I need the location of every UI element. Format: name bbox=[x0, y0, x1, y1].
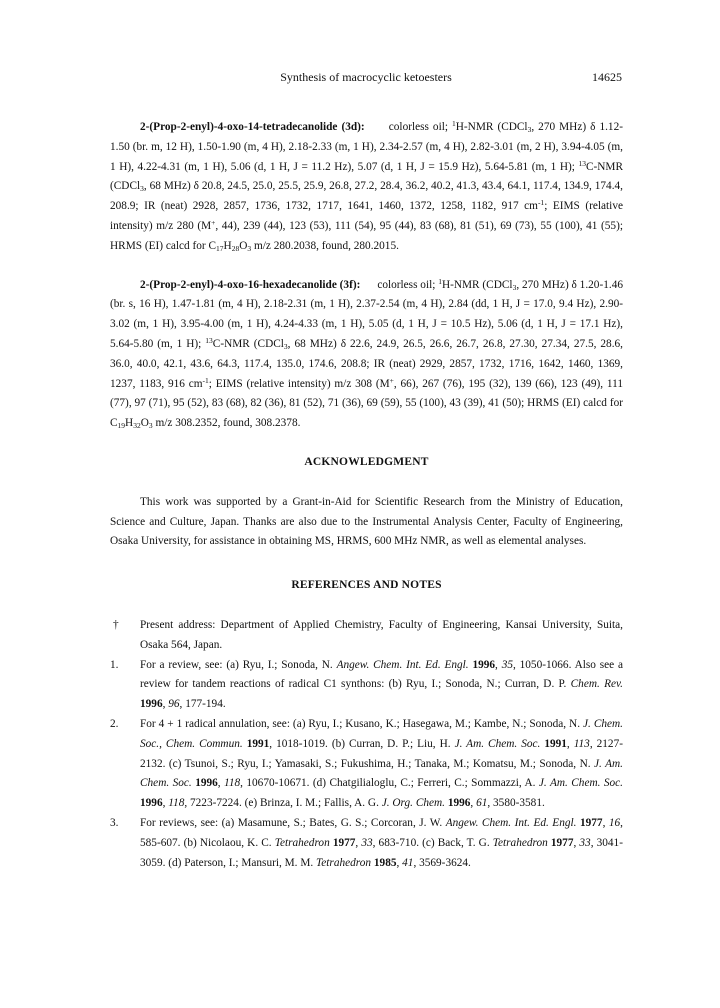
reference-text: For 4 + 1 radical annulation, see: (a) Ryu, I.; Kusano, K.; Hasegawa, M.; Kambe, N.; Sonoda, N. J. Chem. Soc., Chem. Commun. 1991, 1018-1019. (b) Curran, D. P.; Liu, H. J. Am. Chem. Soc. 1991, 113, 2127-2132. (c) Tsunoi, S.; Ryu, I.; Yamasaki, S.; Fukushima, H.; Tanaka, M.; Komatsu, M.; Sonoda, N. J. Am. Chem. Soc. 1996, 118, 10670-10671. (d) Chatgilialoglu, C.; Ferreri, C.; Sommazzi, A. J. Am. Chem. Soc. 1996, 118, 7223-7224. (e) Brinza, I. M.; Fallis, A. G. J. Org. Chem. 1996, 61, 3580-3581. bbox=[140, 717, 624, 810]
reference-text: For reviews, see: (a) Masamune, S.; Bates, G. S.; Corcoran, J. W. Angew. Chem. Int. Ed. Engl. 1977, 16, 585-607. (b) Nicolaou, K. C. Tetrahedron 1977, 33, 683-710. (c) Back, T. G. Tetrahedron 1977, 33, 3041-3059. (d) Paterson, I.; Mansuri, M. M. Tetrahedron 1985, 41, 3569-3624. bbox=[140, 816, 623, 869]
reference-2 bbox=[110, 715, 623, 814]
reference-mark: † bbox=[113, 618, 119, 631]
page-body bbox=[110, 118, 623, 873]
reference-dagger bbox=[110, 616, 623, 656]
reference-text: Present address: Department of Applied Chemistry, Faculty of Engineering, Kansai University, Suita, Osaka 564, Japan. bbox=[140, 618, 623, 651]
running-title: Synthesis of macrocyclic ketoesters bbox=[280, 70, 452, 84]
reference-mark: 3. bbox=[110, 816, 119, 829]
reference-3 bbox=[110, 814, 623, 873]
reference-text: For a review, see: (a) Ryu, I.; Sonoda, N. Angew. Chem. Int. Ed. Engl. 1996, 35, 1050-1066. Also see a review for tandem reactions of radical C1 synthons: (b) Ryu, I.; Sonoda, N.; Curran, D. P. Chem. Rev. 1996, 96, 177-194. bbox=[140, 658, 623, 711]
acknowledgment-text: This work was supported by a Grant-in-Aid for Scientific Research from the Ministry of Education, Science and Culture, Japan. Thanks are also due to the Instrumental Analysis Center, Faculty of Engineering, Osaka University, for assistance in obtaining MS, HRMS, 600 MHz NMR, as well as elemental analyses. bbox=[110, 495, 623, 548]
page-header bbox=[110, 70, 622, 86]
compound-3f-data: 2-(Prop-2-enyl)-4-oxo-16-hexadecanolide (3f): colorless oil; $^1$H-NMR (CDCl$_3$, 270 MHz) δ 1.20-1.46 (br. s, 16 H), 1.47-1.81 (m, 4 H), 2.18-2.31 (m, 1 H), 2.37-2.54 (m, 4 H), 2.84 (dd, 1 H, J = 17.0, 9.4 Hz), 2.90-3.02 (m, 1 H), 3.95-4.00 (m, 1 H), 4.24-4.33 (m, 1 H), 5.05 (d, 1 H, J = 10.5 Hz), 5.06 (d, 1 H, J = 17.1 Hz), 5.64-5.80 (m, 1 H); $^{13}$C-NMR (CDCl$_3$, 68 MHz) δ 22.6, 24.9, 26.5, 26.6, 26.7, 26.8, 27.30, 27.34, 27.5, 28.6, 36.0, 40.0, 42.1, 43.6, 64.3, 117.4, 135.0, 174.6, 208.8; IR (neat) 2929, 2857, 1732, 1716, 1642, 1460, 1369, 1237, 1183, 916 $cm^{-1}$; EIMS (relative intensity) m/z 308 (M+, 66), 267 (76), 195 (32), 139 (66), 123 (49), 111 (77), 97 (71), 95 (52), 83 (68), 82 (36), 81 (52), 71 (36), 69 (59), 55 (100), 43 (39), 41 (50); HRMS (EI) calcd for $C_{19}H_{32}O_3$ m/z 308.2352, found, 308.2378. bbox=[110, 276, 623, 431]
compound-3f-name: 2-(Prop-2-enyl)-4-oxo-16-hexadecanolide (3f): bbox=[140, 278, 361, 291]
reference-1 bbox=[110, 656, 623, 715]
reference-mark: 2. bbox=[110, 717, 119, 730]
references-heading: REFERENCES AND NOTES bbox=[291, 579, 442, 592]
acknowledgment-heading: ACKNOWLEDGMENT bbox=[304, 455, 429, 468]
page-number: 14625 bbox=[592, 70, 622, 84]
reference-mark: 1. bbox=[110, 658, 119, 671]
compound-3d-data: 2-(Prop-2-enyl)-4-oxo-14-tetradecanolide (3d): colorless oil; $^1$H-NMR (CDCl$_3$, 270 MHz) δ 1.12-1.50 (br. m, 12 H), 1.50-1.90 (m, 4 H), 2.18-2.33 (m, 1 H), 2.34-2.57 (m, 4 H), 2.82-3.01 (m, 2 H), 3.94-4.05 (m, 1 H), 4.22-4.31 (m, 1 H), 5.06 (d, 1 H, J = 11.2 Hz), 5.07 (d, 1 H, J = 15.9 Hz), 5.64-5.81 (m, 1 H); $^{13}$C-NMR (CDCl$_3$, 68 MHz) δ 20.8, 24.5, 25.0, 25.5, 25.9, 26.8, 27.2, 28.4, 36.2, 40.2, 41.3, 43.4, 64.1, 117.4, 134.9, 174.4, 208.9; IR (neat) 2928, 2857, 1736, 1732, 1717, 1641, 1460, 1372, 1258, 1182, 917 $cm^{-1}$; EIMS (relative intensity) m/z 280 (M+, 44), 239 (44), 123 (53), 111 (54), 95 (44), 83 (68), 81 (51), 69 (73), 55 (100), 41 (55); HRMS (EI) calcd for $C_{17}H_{28}O_3$ m/z 280.2038, found, 280.2015. bbox=[110, 119, 623, 253]
compound-3d-name: 2-(Prop-2-enyl)-4-oxo-14-tetradecanolide (3d): bbox=[140, 121, 365, 133]
